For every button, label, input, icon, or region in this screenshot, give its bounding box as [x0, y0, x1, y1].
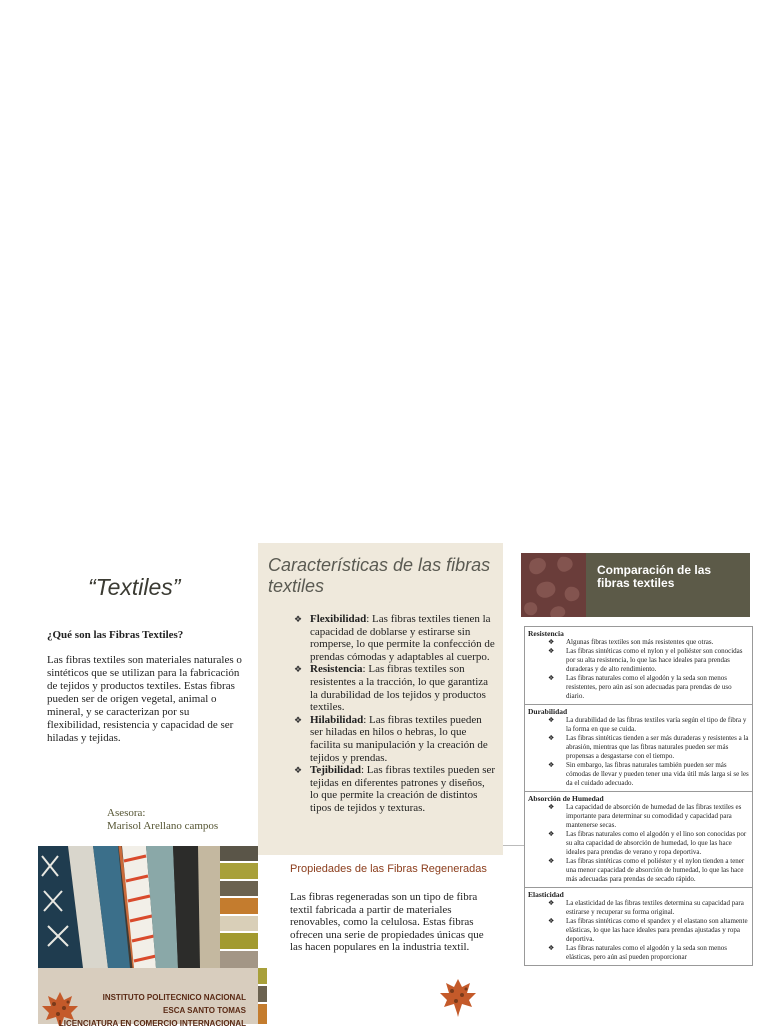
list-item — [296, 613, 496, 663]
diamond-bullet-icon: ❖ — [294, 614, 303, 624]
diamond-bullet-icon: ❖ — [294, 765, 303, 776]
color-swatch — [258, 968, 267, 984]
list-item — [528, 716, 749, 734]
color-swatch — [258, 1004, 267, 1024]
color-swatch — [220, 846, 258, 861]
term-description: : Las fibras textiles tienen la capacidad de doblarse y estirarse sin romperse, lo que permite la confección de prendas cómodas y adaptables al cuerpo. — [310, 613, 495, 663]
term-description: : Las fibras textiles pueden ser hiladas en hilos o hebras, lo que facilita su manipulación y la creación de tejidos y prendas. — [310, 713, 488, 764]
institution-line: INSTITUTO POLITECNICO NACIONAL — [102, 993, 246, 1002]
diamond-bullet-icon: ❖ — [548, 647, 555, 655]
diamond-bullet-icon: ❖ — [548, 674, 555, 682]
list-item — [528, 857, 749, 884]
color-swatch — [220, 863, 258, 879]
item-text: Las fibras sintéticas como el spandex y el elastano son altamente elásticas, lo que las hace ideales para prendas ajustadas y ropa deportiva. — [566, 917, 748, 943]
list-item — [296, 764, 496, 814]
color-swatch — [220, 951, 258, 968]
color-swatch — [220, 933, 258, 949]
table-cell — [525, 627, 753, 705]
term: Flexibilidad — [310, 613, 367, 625]
diamond-bullet-icon: ❖ — [548, 761, 555, 769]
comparison-table — [524, 626, 753, 966]
diamond-bullet-icon: ❖ — [548, 857, 555, 865]
item-text: Algunas fibras textiles son más resistentes que otras. — [566, 638, 714, 646]
term-description: : Las fibras textiles pueden ser tejidas en diferentes patrones y diseños, lo que permite la creación de distintos tipos de tejidos y texturas. — [310, 764, 496, 814]
intro-paragraph: Las fibras textiles son materiales naturales o sintéticos que se utilizan para la fabricación de tejidos y productos textiles. Estas fibras pueden ser de origen vegetal, animal o mineral, y se caracterizan por su flexibilidad, resistencia y capacidad de ser hiladas y tejidas. — [47, 654, 242, 744]
connector-line — [503, 845, 524, 846]
characteristics-title: Características de las fibras textiles — [268, 555, 491, 596]
table-row — [525, 792, 753, 888]
list-item — [528, 803, 749, 830]
diamond-bullet-icon: ❖ — [294, 664, 303, 675]
diamond-bullet-icon: ❖ — [548, 944, 555, 952]
institution-line: ESCA SANTO TOMAS — [163, 1006, 246, 1015]
term: Tejibilidad — [310, 764, 361, 777]
table-cell — [525, 792, 753, 888]
list-item — [528, 899, 749, 917]
table-cell — [525, 888, 753, 966]
list-item — [528, 734, 749, 761]
item-text: La durabilidad de las fibras textiles varía según el tipo de fibra y la forma en que se cuida. — [566, 716, 747, 733]
question-heading: ¿Qué son las Fibras Textiles? — [47, 629, 184, 641]
item-text: La capacidad de absorción de humedad de las fibras textiles es importante para determinar su comodidad y capacidad para mantenerse secas. — [566, 803, 742, 829]
list-item — [296, 663, 496, 713]
diamond-bullet-icon: ❖ — [548, 803, 555, 811]
term: Hilabilidad — [310, 713, 364, 726]
fabric-photo — [38, 846, 220, 968]
item-text: Las fibras sintéticas como el poliéster y el nylon tienden a tener una menor capacidad de absorción de humedad, lo que las hace más adecuadas para prendas de secado rápido. — [566, 857, 745, 883]
table-row — [525, 627, 753, 705]
regenerated-fibers-heading: Propiedades de las Fibras Regeneradas — [290, 863, 487, 875]
item-text: Las fibras sintéticas como el nylon y el poliéster son conocidas por su alta resistencia, lo que las hace ideales para prendas duraderas y de alto rendimiento. — [566, 647, 743, 673]
table-row — [525, 888, 753, 966]
list-item — [528, 761, 749, 788]
diamond-bullet-icon: ❖ — [548, 638, 555, 646]
list-item — [528, 674, 749, 701]
section-title: Resistencia — [528, 629, 564, 638]
item-text: Las fibras sintéticas tienden a ser más duraderas y resistentes a la abrasión, mientras que las fibras naturales pueden ser más propensas a desgastarse con el tiempo. — [566, 734, 749, 760]
item-text: Las fibras naturales como el algodón y la seda son menos resistentes, pero aún así son adecuadas para prendas de uso diario. — [566, 674, 732, 700]
comparison-title: Comparación de las fibras textiles — [597, 563, 712, 590]
maple-leaf-icon — [438, 977, 478, 1017]
section-list — [528, 803, 749, 884]
advisor-block — [107, 807, 218, 833]
table-row — [525, 705, 753, 792]
advisor-label: Asesora: — [107, 807, 146, 819]
diamond-bullet-icon: ❖ — [548, 716, 555, 724]
list-item — [528, 638, 749, 647]
item-text: Sin embargo, las fibras naturales también pueden ser más cómodas de llevar y pueden tener una vida útil más larga si se les da el cuidado adecuado. — [566, 761, 749, 787]
list-item — [528, 830, 749, 857]
institution-line: LICENCIATURA EN COMERCIO INTERNACIONAL — [58, 1019, 246, 1028]
item-text: La elasticidad de las fibras textiles determina su capacidad para estirarse y recuperar su forma original. — [566, 899, 744, 916]
list-item — [528, 944, 749, 962]
advisor-name: Marisol Arellano campos — [107, 820, 219, 832]
term-description: : Las fibras textiles son resistentes a la tracción, lo que garantiza la durabilidad de los tejidos y productos textiles. — [310, 663, 489, 714]
diamond-bullet-icon: ❖ — [548, 734, 555, 742]
table-cell — [525, 705, 753, 792]
institution-banner — [38, 968, 258, 1028]
color-swatch — [220, 898, 258, 914]
list-item — [528, 917, 749, 944]
section-list — [528, 899, 749, 962]
fabric-illustration — [38, 846, 220, 968]
color-swatch — [258, 986, 267, 1002]
damask-pattern-icon — [521, 553, 586, 617]
diamond-bullet-icon: ❖ — [548, 917, 555, 925]
color-swatch — [220, 881, 258, 896]
section-list — [528, 638, 749, 701]
term: Resistencia — [310, 663, 363, 676]
damask-pattern — [521, 553, 586, 617]
list-item — [528, 647, 749, 674]
characteristics-list — [296, 613, 496, 815]
regenerated-fibers-paragraph: Las fibras regeneradas son un tipo de fibra textil fabricada a partir de materiales renovables, como la celulosa. Estas fibras ofrecen una serie de propiedades únicas que las hacen populares en la industria textil. — [290, 891, 484, 953]
section-title: Elasticidad — [528, 890, 564, 899]
item-text: Las fibras naturales como el algodón y el lino son conocidas por su alta capacidad de absorción de humedad, lo que las hace ideales para prendas de verano y ropa deportiva. — [566, 830, 747, 856]
item-text: Las fibras naturales como el algodón y la seda son menos elásticas, pero aún así pueden proporcionar — [566, 944, 727, 961]
section-title: Absorción de Humedad — [528, 794, 604, 803]
brochure-title: “Textiles” — [88, 574, 181, 600]
section-title: Durabilidad — [528, 707, 568, 716]
section-list — [528, 716, 749, 788]
diamond-bullet-icon: ❖ — [548, 830, 555, 838]
diamond-bullet-icon: ❖ — [294, 714, 303, 725]
list-item — [296, 714, 496, 764]
color-swatch — [220, 916, 258, 931]
diamond-bullet-icon: ❖ — [548, 899, 555, 907]
